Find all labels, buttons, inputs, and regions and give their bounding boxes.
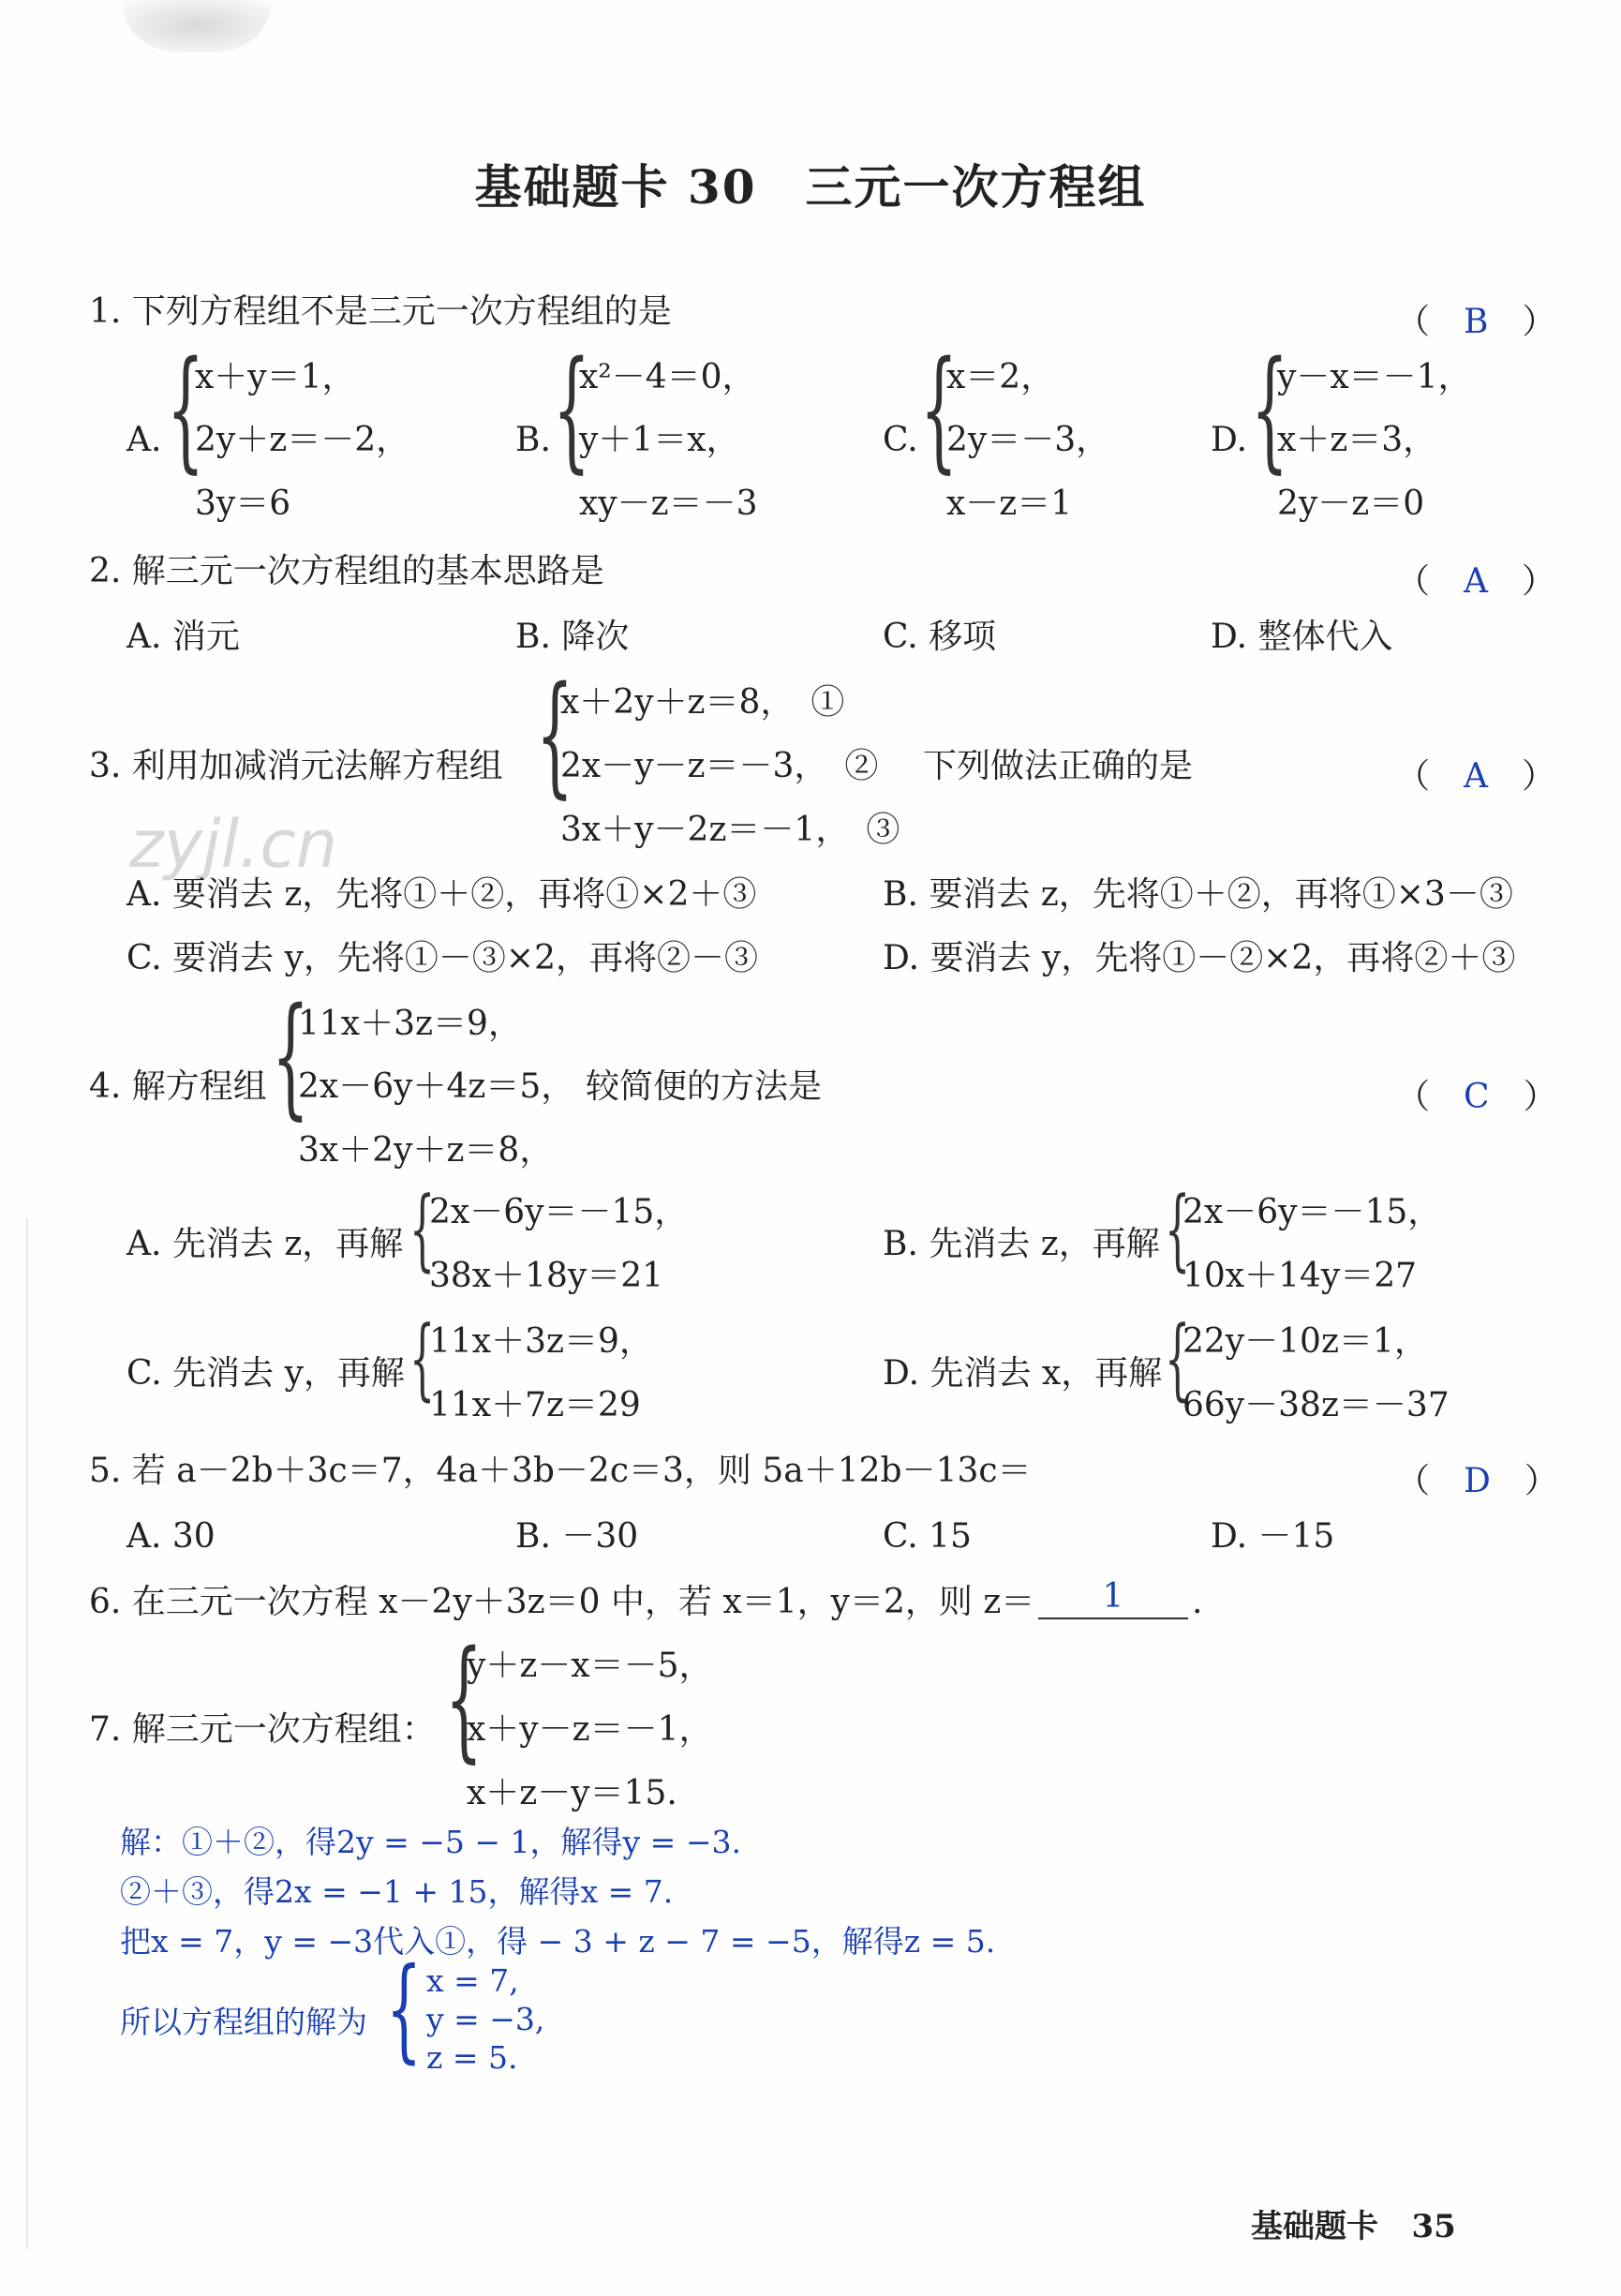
q6-stem: 6. 在三元一次方程 x－2y＋3z＝0 中，若 x＝1，y＝2，则 z＝ <box>89 1583 1035 1621</box>
q3-option-c: C. 要消去 y，先将①－③×2，再将②－③ <box>126 939 758 977</box>
q4-option-a-eq2: 38x＋18y＝21 <box>429 1257 664 1295</box>
q7-stem: 7. 解三元一次方程组： <box>89 1710 436 1749</box>
q3-option-d: D. 要消去 y，先将①－②×2，再将②＋③ <box>883 939 1516 977</box>
page-title: 基础题卡 30 三元一次方程组 <box>474 159 1147 215</box>
q5-answer-paren: （ D ） <box>1396 1462 1558 1500</box>
q7-final-brace: { <box>386 1945 423 2075</box>
q4-brace: { <box>272 980 310 1133</box>
q4-option-d-label: D. 先消去 x，再解 <box>883 1354 1163 1393</box>
q4-eq1: 11x＋3z＝9， <box>298 1005 522 1043</box>
q7-eq2: x＋y－z＝－1， <box>467 1710 713 1749</box>
q4-option-a-label: A. 先消去 z，再解 <box>126 1225 404 1263</box>
q4-option-c-brace: { <box>409 1307 436 1410</box>
q4-stem-pre: 4. 解方程组 <box>89 1067 267 1106</box>
q1-b-eq3: xy－z＝－3 <box>579 485 758 523</box>
q5-option-d: D. －15 <box>1211 1517 1335 1556</box>
q4-option-c-eq1: 11x＋3z＝9， <box>429 1322 653 1361</box>
q1-d-brace: { <box>1251 334 1289 486</box>
q1-c-eq3: x－z＝1 <box>946 485 1073 523</box>
q5-option-b: B. －30 <box>515 1517 639 1556</box>
q7-final-label: 所以方程组的解为 <box>120 2004 367 2040</box>
q4-answer-paren: （ C ） <box>1396 1078 1557 1116</box>
q7-solution-line1: 解：①＋②，得2y = −5 − 1，解得y = −3. <box>120 1824 741 1860</box>
footer <box>1251 2200 1456 2246</box>
q1-b-eq1: x²－4＝0， <box>579 358 756 396</box>
q7-eq3: x＋z－y＝15. <box>467 1774 677 1812</box>
q3-eq1: x＋2y＋z＝8， ① <box>560 683 845 722</box>
q1-d-eq3: 2y－z＝0 <box>1277 485 1425 523</box>
q1-b-brace: { <box>553 334 591 486</box>
watermark-text: zyjl.cn <box>129 806 338 883</box>
q1-a-eq3: 3y＝6 <box>195 485 291 523</box>
q2-answer-paren: （ A ） <box>1396 562 1556 601</box>
q3-stem-pre: 3. 利用加减消元法解方程组 <box>89 747 503 785</box>
binding-line <box>26 1218 28 2249</box>
q7-final-x: x = 7, <box>426 1962 519 1999</box>
q4-stem-post: 较简便的方法是 <box>586 1067 823 1106</box>
q3-answer-paren: （ A ） <box>1396 757 1556 796</box>
q2-option-b: B. 降次 <box>515 618 630 656</box>
q3-eq2: 2x－y－z＝－3， ② <box>560 747 879 785</box>
q1-answer-paren: （ B ） <box>1396 303 1556 341</box>
q4-option-c-label: C. 先消去 y，再解 <box>126 1354 405 1393</box>
q1-d-eq1: y－x＝－1， <box>1277 358 1472 396</box>
q7-solution-line3: 把x = 7，y = −3代入①，得 − 3 + z − 7 = −5，解得z = 5. <box>120 1923 996 1960</box>
q2-stem: 2. 解三元一次方程组的基本思路是 <box>89 552 604 590</box>
q6-end-period: . <box>1192 1583 1203 1621</box>
q7-brace: { <box>445 1623 483 1776</box>
q4-option-d-eq1: 22y－10z＝1， <box>1182 1322 1428 1361</box>
q1-a-label: A. <box>126 421 162 459</box>
q5-stem: 5. 若 a－2b＋3c＝7，4a＋3b－2c＝3，则 5a＋12b－13c＝ <box>89 1452 1032 1490</box>
q1-answer: B <box>1464 303 1489 341</box>
page-number: 35 <box>1411 2208 1456 2245</box>
q1-a-eq1: x＋y＝1， <box>195 358 356 396</box>
q1-b-eq2: y＋1＝x， <box>579 421 740 459</box>
q7-final-z: z = 5. <box>426 2039 518 2076</box>
q6-answer: 1 <box>1102 1577 1124 1616</box>
footer-label: 基础题卡 <box>1251 2208 1378 2245</box>
q2-option-d: D. 整体代入 <box>1211 618 1393 656</box>
q7-solution-line2: ②＋③，得2x = −1 + 15，解得x = 7. <box>120 1873 674 1910</box>
q1-d-eq2: x＋z＝3， <box>1277 421 1437 459</box>
q1-c-eq1: x＝2， <box>946 358 1055 396</box>
q3-option-a: A. 要消去 z，先将①＋②，再将①×2＋③ <box>126 875 757 914</box>
q7-eq1: y＋z－x＝－5， <box>467 1647 713 1685</box>
q1-stem: 1. 下列方程组不是三元一次方程组的是 <box>89 292 672 331</box>
q4-option-a-brace: { <box>409 1178 436 1281</box>
q4-answer: C <box>1464 1078 1490 1116</box>
q2-option-a: A. 消元 <box>126 618 240 656</box>
q7-final-y: y = −3, <box>426 2001 545 2037</box>
q2-answer: A <box>1464 562 1489 601</box>
q3-eq3: 3x＋y－2z＝－1， ③ <box>560 811 900 849</box>
q6-answer-blank[interactable] <box>1038 1577 1188 1619</box>
q4-option-a-eq1: 2x－6y＝－15， <box>429 1193 689 1231</box>
q4-eq2: 2x－6y＋4z＝5， <box>298 1067 575 1106</box>
q4-option-c-eq2: 11x＋7z＝29 <box>429 1386 641 1424</box>
q4-option-d-eq2: 66y－38z＝－37 <box>1182 1386 1450 1424</box>
q5-option-a: A. 30 <box>126 1517 216 1556</box>
q5-answer: D <box>1464 1462 1491 1500</box>
q3-stem-post: 下列做法正确的是 <box>923 747 1194 785</box>
q1-b-label: B. <box>515 421 551 459</box>
q3-answer: A <box>1464 757 1489 796</box>
q4-option-b-eq2: 10x＋14y＝27 <box>1182 1257 1418 1295</box>
q2-option-c: C. 移项 <box>883 618 997 656</box>
q1-d-label: D. <box>1211 421 1248 459</box>
q1-a-eq2: 2y＋z＝－2， <box>195 421 410 459</box>
q3-brace: { <box>536 659 574 812</box>
q1-a-brace: { <box>167 334 205 486</box>
q1-c-label: C. <box>883 421 918 459</box>
q4-option-b-eq1: 2x－6y＝－15， <box>1182 1193 1442 1231</box>
q1-c-brace: { <box>920 334 959 486</box>
q1-c-eq2: 2y＝－3， <box>946 421 1110 459</box>
q4-eq3: 3x＋2y＋z＝8， <box>298 1131 554 1170</box>
q5-option-c: C. 15 <box>883 1517 972 1556</box>
q4-option-b-label: B. 先消去 z，再解 <box>883 1225 1160 1263</box>
q3-option-b: B. 要消去 z，先将①＋②，再将①×3－③ <box>883 875 1513 914</box>
q4-option-b-brace: { <box>1165 1178 1191 1281</box>
q4-option-d-brace: { <box>1165 1307 1191 1410</box>
